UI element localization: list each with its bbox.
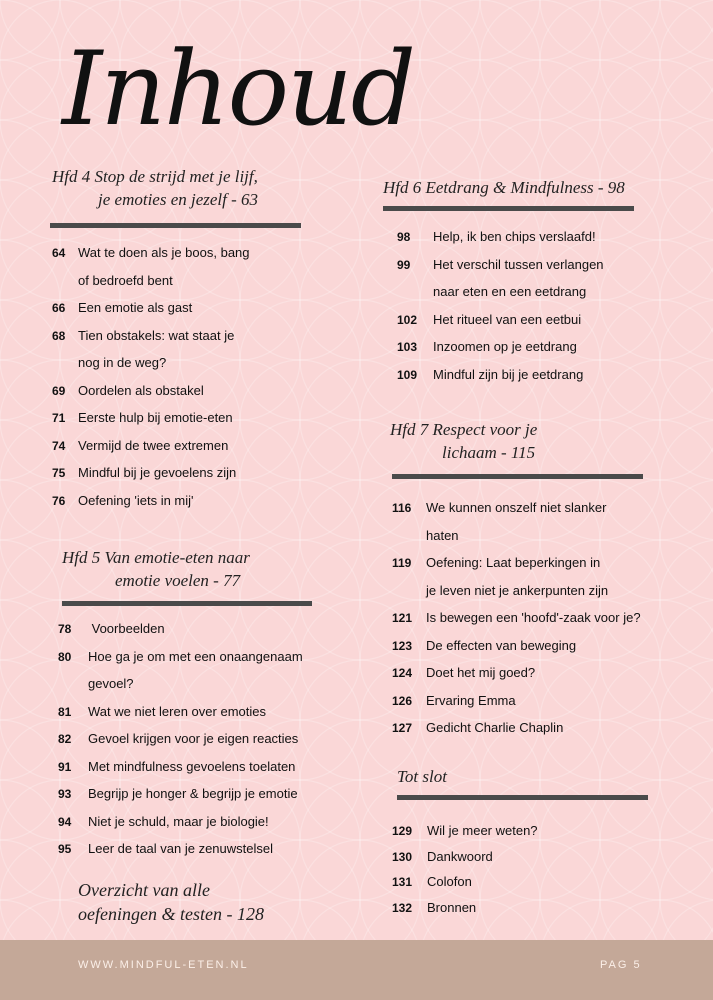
toc-entry-title [88,814,269,842]
toc-entry-line: Ervaring Emma [426,692,516,708]
heading-line: Hfd 4 Stop de strijd met je lijf, [52,167,258,186]
heading-line: je emoties en jezelf - 63 [98,190,259,209]
toc-entry-title [426,610,641,638]
heading-line: Overzicht van alle [78,880,210,900]
toc-page-number: 95 [58,842,72,856]
section-heading-hfd4 [52,165,258,211]
toc-page-number: 76 [52,493,66,508]
toc-entry-title [88,841,273,869]
page-title: Inhoud [62,30,415,149]
toc-page-number: 69 [52,383,66,398]
toc-entry-line: je leven niet je ankerpunten zijn [426,582,609,598]
toc-page-number: 82 [58,732,72,746]
toc-entry-line: Oordelen als obstakel [78,382,204,398]
toc-entry-title [78,465,236,493]
toc-entry-line: Inzoomen op je eetdrang [433,339,577,354]
website-link[interactable]: WWW.MINDFUL-ETEN.NL [78,959,249,971]
heading-line: Hfd 5 Van emotie-eten naar [62,548,250,567]
toc-page-number: 116 [392,501,412,515]
toc-entry-line: Doet het mij goed? [426,665,536,680]
section-heading-hfd6 [383,176,625,199]
toc-page-number: 129 [392,824,413,838]
heading-line: Hfd 7 Respect voor je [390,420,538,439]
toc-entry-title [88,731,298,759]
heading-line: Hfd 6 Eetdrang & Mindfulness - 98 [383,178,625,197]
toc-entry-title [78,410,233,438]
toc-entry-title [78,328,234,383]
toc-entry-line: haten [426,527,459,543]
toc-page-number: 109 [397,367,418,382]
toc-entry-title [433,229,596,257]
toc-page-number: 123 [392,638,413,653]
toc-page-number: 132 [392,900,413,915]
toc-entry-line: gevoel? [88,676,134,691]
toc-entry-title [426,693,516,721]
section-heading-totslot [397,765,447,788]
toc-entry-line: Niet je schuld, maar je biologie! [88,813,269,829]
toc-entry-title [426,500,606,555]
toc-entry-title [433,312,581,340]
section-heading-hfd7 [390,418,537,464]
heading-line: emotie voelen - 77 [115,571,241,590]
toc-page-number: 66 [52,301,66,315]
toc-entry-title [88,621,165,649]
section-divider [392,474,643,479]
toc-entry-line: Een emotie als gast [78,300,193,315]
toc-entry-title [433,367,583,395]
toc-page-number: 99 [397,257,411,272]
toc-page-number: 93 [58,787,72,801]
toc-page-number: 126 [392,693,413,708]
toc-entry-title [78,383,204,411]
page-number: PAG 5 [600,959,642,971]
toc-entry-line: of bedroefd bent [78,272,173,288]
toc-entry-line: Help, ik ben chips verslaafd! [433,229,596,244]
heading-line: Tot slot [397,767,447,786]
toc-entry-title [78,245,250,300]
toc-entry-line: Gevoel krijgen voor je eigen reacties [88,731,299,746]
toc-page-number: 81 [58,704,72,719]
toc-entry-line: Mindful bij je gevoelens zijn [78,465,237,480]
toc-entry-line: Vermijd de twee extremen [78,437,229,453]
toc-entry-title [78,493,194,521]
page-footer [0,940,713,1000]
heading-line: oefeningen & testen - 128 [78,904,264,924]
toc-entry-line: nog in de weg? [78,355,167,370]
toc-page-number: 64 [52,246,66,260]
toc-page-number: 94 [58,814,72,829]
toc-entry-title [426,720,563,748]
toc-entry-title [426,665,535,693]
toc-page-number: 130 [392,849,413,864]
toc-entry-line: Voorbeelden [88,621,165,636]
toc-entry-line: Is bewegen een 'hoofd'-zaak voor je? [426,610,641,625]
section-divider [50,223,301,228]
toc-entry-title [426,638,576,666]
toc-entry-line: Wil je meer weten? [427,823,538,838]
toc-page-number: 68 [52,328,66,343]
toc-entry-line: Wat te doen als je boos, bang [78,245,250,260]
toc-page-number: 98 [397,230,411,244]
toc-page-number: 102 [397,312,418,327]
toc-entry-line: Leer de taal van je zenuwstelsel [88,841,274,856]
toc-entry-line: We kunnen onszelf niet slanker [426,500,607,515]
toc-entry-line: Hoe ga je om met een onaangenaam [88,648,303,664]
toc-entry-line: De effecten van beweging [426,637,577,653]
toc-entry-line: Oefening 'iets in mij' [78,492,194,508]
section-divider [62,601,312,606]
overview-heading [78,878,264,926]
toc-entry-title [88,759,295,787]
toc-page-number: 75 [52,466,66,480]
toc-entry-line: Tien obstakels: wat staat je [78,327,235,343]
toc-page-number: 78 [58,622,72,636]
toc-entry-title [427,849,493,875]
toc-entry-line: naar eten en een eetdrang [433,284,587,299]
toc-entry-title [78,438,228,466]
toc-page-number: 74 [52,438,66,453]
toc-page-number: 121 [392,611,413,625]
toc-page-number: 119 [392,556,412,570]
toc-entry-line: Begrijp je honger & begrijp je emotie [88,786,298,801]
toc-entry-title [88,786,298,814]
section-divider [397,795,648,800]
toc-entry-title [433,257,604,312]
toc-entry-title [433,339,577,367]
toc-entry-title [426,555,608,610]
toc-page-number: 71 [52,411,66,425]
toc-entry-line: Wat we niet leren over emoties [88,703,266,719]
toc-entry-line: Colofon [427,874,472,889]
toc-entry-line: Het ritueel van een eetbui [433,311,582,327]
toc-page-number: 127 [392,721,413,735]
toc-entry-title [427,900,476,926]
toc-entry-line: Eerste hulp bij emotie-eten [78,410,233,425]
toc-entry-line: Gedicht Charlie Chaplin [426,720,564,735]
toc-entry-line: Oefening: Laat beperkingen in [426,555,601,570]
toc-entry-line: Het verschil tussen verlangen [433,256,604,272]
toc-entry-line: Dankwoord [427,848,493,864]
heading-line: lichaam - 115 [442,443,536,462]
toc-page-number: 124 [392,666,413,680]
toc-entry-title [78,300,192,328]
toc-entry-line: Mindful zijn bij je eetdrang [433,366,584,382]
section-divider [383,206,634,211]
toc-entry-line: Bronnen [427,899,477,915]
toc-page-number: 131 [392,875,413,889]
toc-entry-line: Met mindfulness gevoelens toelaten [88,758,296,774]
toc-entry-title [88,649,303,704]
toc-page-number: 80 [58,649,72,664]
toc-page-number: 103 [397,340,418,354]
toc-entry-title [427,823,538,849]
toc-entry-title [427,874,472,900]
toc-entry-title [88,704,266,732]
section-heading-hfd5 [62,546,250,592]
toc-page-number: 91 [58,759,72,774]
